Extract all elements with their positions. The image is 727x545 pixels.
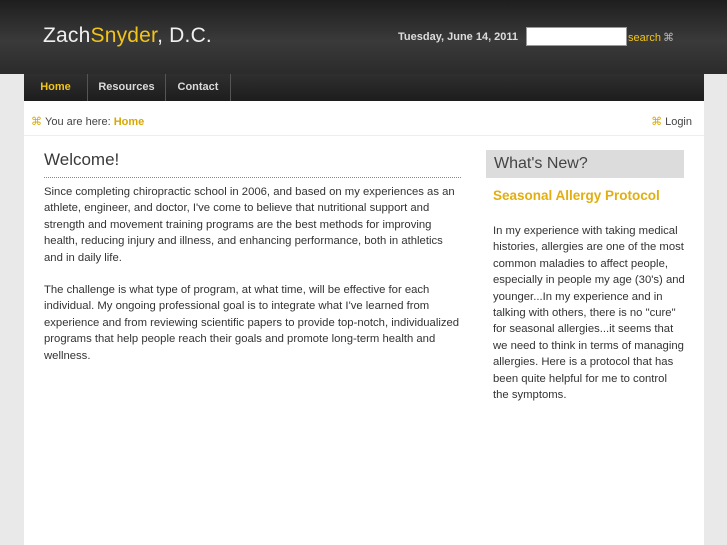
nav-item-contact[interactable]: Contact — [166, 74, 231, 101]
article-summary: In my experience with taking medical histories, allergies are one of the most common maladies to affect people, especially in people my age (30's) and younger...In my experience and in talking with others, there is no "cure" for seasonal allergies...it seems that we need to think in terms of managing allergies. Here is a protocol that has been quite helpful for me to control the symptoms. — [493, 225, 685, 402]
logo-suffix: , D.C. — [157, 24, 212, 47]
article-title-link[interactable]: Seasonal Allergy Protocol — [493, 188, 660, 203]
current-date: Tuesday, June 14, 2011 — [398, 31, 519, 43]
breadcrumb-star-icon: ⌘ — [31, 116, 42, 128]
page-container — [24, 74, 704, 545]
page-title: Welcome! — [44, 150, 461, 178]
search-button-label: search — [628, 32, 662, 44]
nav-item-resources[interactable]: Resources — [88, 74, 166, 101]
logo-first-name: Zach — [43, 24, 91, 47]
breadcrumb-bar — [24, 109, 704, 136]
login-label: Login — [665, 116, 692, 128]
main-nav — [24, 74, 704, 101]
breadcrumb — [31, 115, 144, 128]
login-star-icon: ⌘ — [651, 116, 663, 128]
breadcrumb-home-link[interactable]: Home — [113, 116, 145, 128]
site-logo[interactable] — [43, 24, 212, 48]
nav-item-home[interactable]: Home — [24, 74, 88, 101]
main-content — [44, 184, 464, 380]
logo-last-name: Snyder — [90, 24, 158, 47]
whats-new-heading: What's New? — [486, 150, 684, 178]
search-star-icon: ⌘ — [663, 32, 675, 44]
breadcrumb-prefix: You are here: — [45, 116, 111, 128]
intro-paragraph: Since completing chiropractic school in 2006, and based on my experiences as an athlete, engineer, and doctor, I've come to believe that nutritional support and strength and movement training programs are the best methods for improving health, reducing injury and illness, and enhancing performance, both in athletics and in daily life. — [44, 186, 455, 264]
search-button[interactable] — [628, 31, 674, 44]
login-link[interactable] — [651, 115, 692, 128]
search-input[interactable] — [526, 27, 627, 46]
goal-paragraph: The challenge is what type of program, at what time, will be effective for each individual. My ongoing professional goal is to integrate what I've learned from experience and from reviewing scientific papers to provide top-notch, individualized programs that help people reach their goals and promote long-term health and wellness. — [44, 284, 460, 362]
site-header — [0, 0, 727, 74]
